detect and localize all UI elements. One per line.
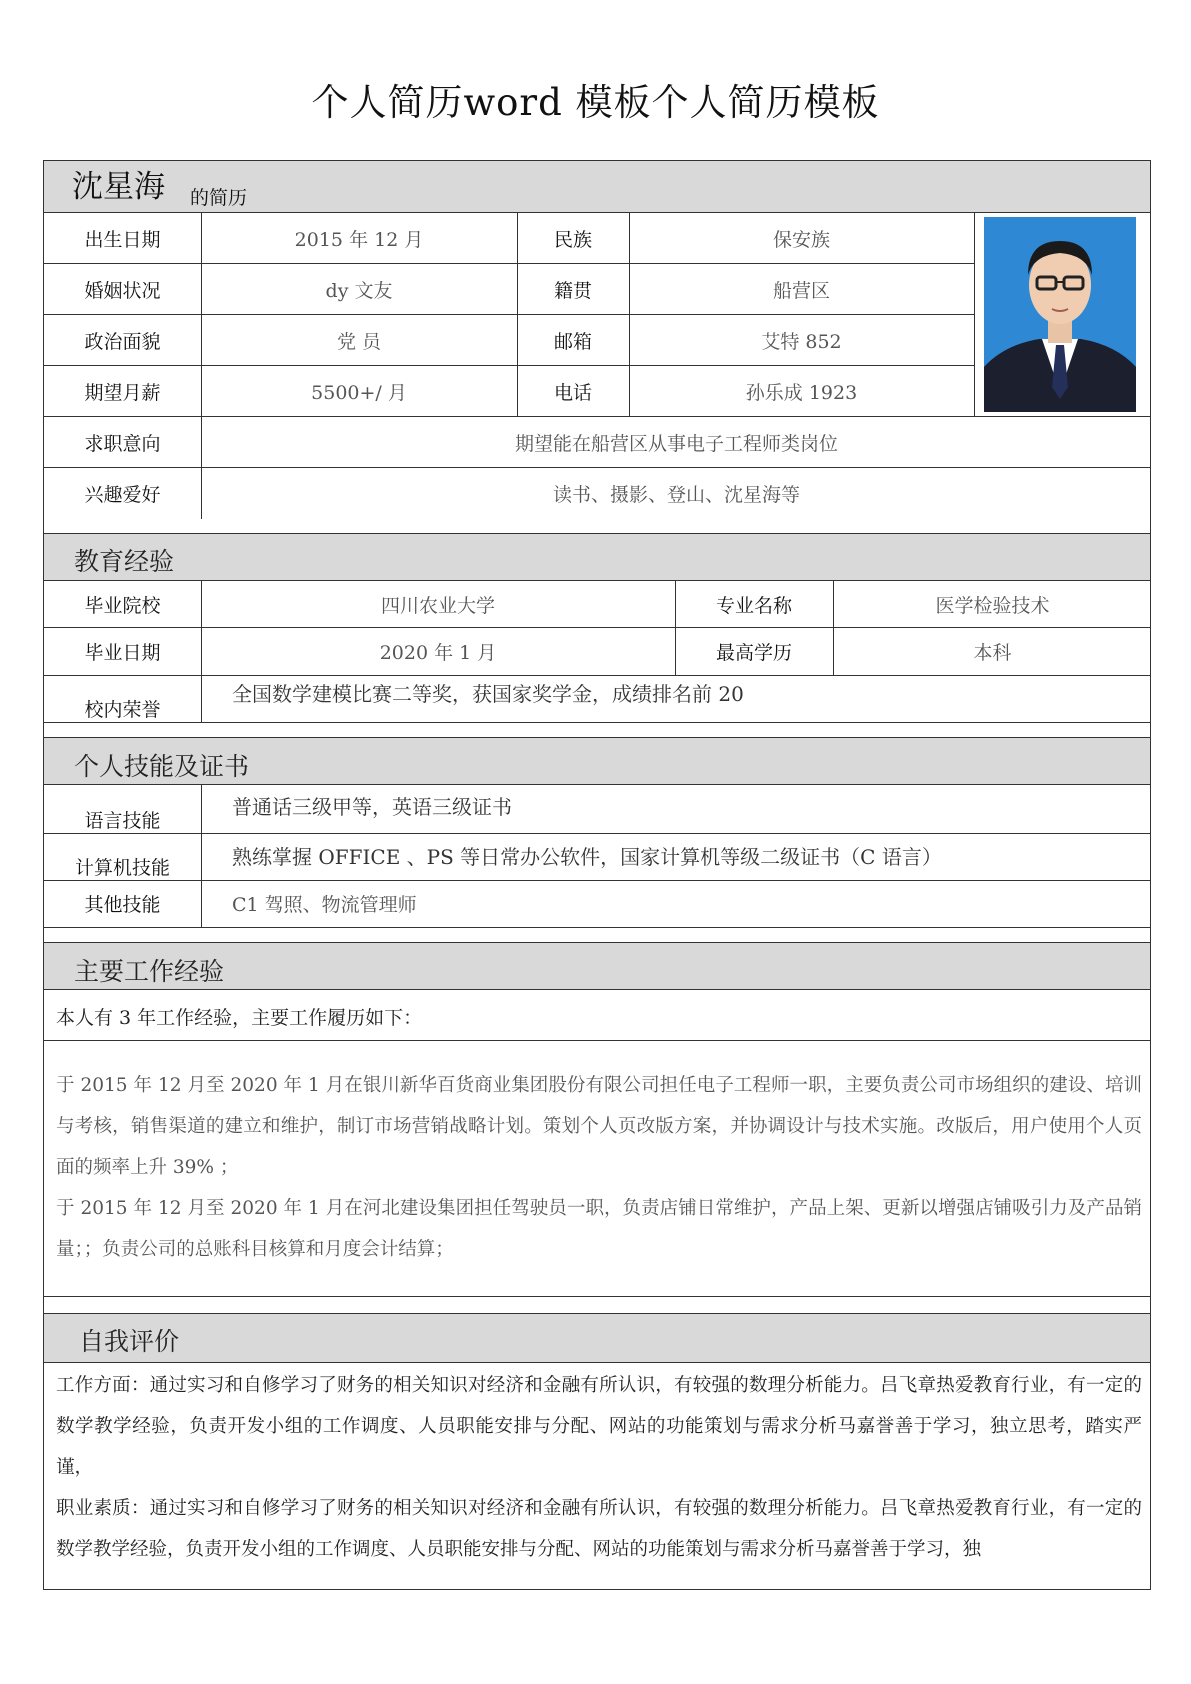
resume-sheet <box>43 160 1151 1590</box>
computer-label: 计算机技能 <box>74 857 170 879</box>
education-title: 教育经验 <box>74 547 175 576</box>
birth-label: 出生日期 <box>84 229 161 251</box>
marital-value: dy 文友 <box>325 280 393 302</box>
self-eval-quality: 职业素质：通过实习和自修学习了财务的相关知识对经济和金融有所认识，有较强的数理分析能力。吕飞章热爱教育行业，有一定的数学教学经验，负责开发小组的工作调度、人员职能安排与分配、网站的功能策划与需求分析马嘉誉善于学习，独 <box>56 1498 1142 1560</box>
native-value: 船营区 <box>772 280 830 302</box>
self-eval-header <box>44 1313 1150 1363</box>
work-summary: 本人有 3 年工作经验，主要工作履历如下： <box>56 1007 423 1029</box>
major-label: 专业名称 <box>715 595 792 617</box>
other-value: C1 驾照、物流管理师 <box>232 894 417 916</box>
skills-header <box>44 737 1150 785</box>
phone-value: 孙乐成 1923 <box>745 382 858 404</box>
portrait-image <box>984 217 1136 412</box>
intent-value: 期望能在船营区从事电子工程师类岗位 <box>514 433 838 455</box>
political-value: 党 员 <box>336 331 382 353</box>
other-label: 其他技能 <box>84 894 161 916</box>
name-header <box>44 161 1150 213</box>
education-header <box>44 533 1150 581</box>
grad-value: 2020 年 1 月 <box>379 642 497 664</box>
document-title: 个人简历word 模板个人简历模板 <box>311 81 880 124</box>
grad-label: 毕业日期 <box>84 642 161 664</box>
work-entry-2: 于 2015 年 12 月至 2020 年 1 月在河北建设集团担任驾驶员一职，负责店铺日常维护，产品上架、更新以增强店铺吸引力及产品销量；；负责公司的总账科目核算和月度会计结算； <box>56 1198 1142 1260</box>
phone-label: 电话 <box>553 382 592 404</box>
work-header <box>44 942 1150 990</box>
school-value: 四川农业大学 <box>380 595 495 617</box>
birth-value: 2015 年 12 月 <box>294 229 424 251</box>
salary-label: 期望月薪 <box>84 382 161 404</box>
lang-label: 语言技能 <box>84 809 161 832</box>
intent-label: 求职意向 <box>84 433 161 455</box>
hobby-value: 读书、摄影、登山、沈星海等 <box>552 484 800 506</box>
ethnic-value: 保安族 <box>772 229 830 251</box>
hobby-label: 兴趣爱好 <box>84 484 161 506</box>
lang-value: 普通话三级甲等，英语三级证书 <box>232 795 512 819</box>
candidate-name: 沈星海 <box>72 169 165 205</box>
salary-value: 5500+/ 月 <box>311 382 407 404</box>
work-title: 主要工作经验 <box>74 957 225 986</box>
computer-value: 熟练掌握 OFFICE 、PS 等日常办公软件，国家计算机等级二级证书（C 语言） <box>232 845 942 869</box>
work-entry-1: 于 2015 年 12 月至 2020 年 1 月在银川新华百货商业集团股份有限公司担任电子工程师一职，主要负责公司市场组织的建设、培训与考核，销售渠道的建立和维护，制订市场营销战略计划。策划个人页改版方案，并协调设计与技术实施。改版后，用户使用个人页面的频率上升 39% ； <box>56 1075 1142 1178</box>
self-eval-work: 工作方面：通过实习和自修学习了财务的相关知识对经济和金融有所认识，有较强的数理分析能力。吕飞章热爱教育行业，有一定的数学教学经验，负责开发小组的工作调度、人员职能安排与分配、网站的功能策划与需求分析马嘉誉善于学习，独立思考，踏实严谨， <box>56 1375 1142 1478</box>
marital-label: 婚姻状况 <box>84 280 161 302</box>
degree-label: 最高学历 <box>715 642 792 664</box>
ethnic-label: 民族 <box>553 229 592 251</box>
email-value: 艾特 852 <box>761 331 842 353</box>
major-value: 医学检验技术 <box>935 595 1050 617</box>
political-label: 政治面貌 <box>84 331 161 353</box>
resume-suffix: 的简历 <box>190 187 248 209</box>
honor-value: 全国数学建模比赛二等奖，获国家奖学金，成绩排名前 20 <box>232 682 744 706</box>
degree-value: 本科 <box>973 642 1012 664</box>
portrait-photo <box>984 217 1136 412</box>
email-label: 邮箱 <box>553 331 592 353</box>
skills-title: 个人技能及证书 <box>74 752 250 781</box>
native-label: 籍贯 <box>553 280 592 302</box>
self-eval-title: 自我评价 <box>79 1327 180 1356</box>
school-label: 毕业院校 <box>84 595 161 617</box>
honor-label: 校内荣誉 <box>84 699 161 721</box>
